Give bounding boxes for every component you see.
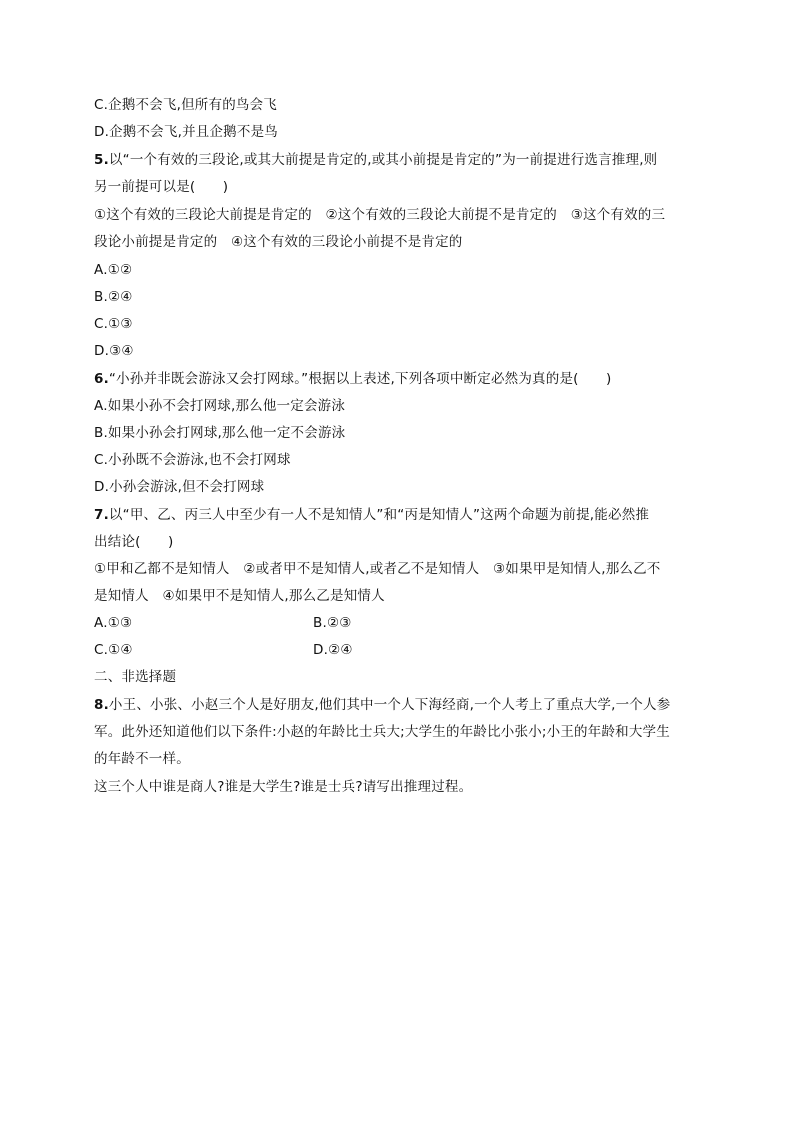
q7-option-d: D.②④ — [313, 642, 353, 658]
q5-option-b: B.②④ — [94, 289, 133, 305]
q7-number: 7. — [94, 507, 109, 523]
q8-line4: 这三个人中谁是商人?谁是大学生?谁是士兵?请写出推理过程。 — [94, 779, 473, 795]
q6-number: 6. — [94, 371, 109, 387]
q6-option-c: C.小孙既不会游泳,也不会打网球 — [94, 452, 291, 468]
q5-option-c: C.①③ — [94, 316, 133, 332]
q8-line1-text: 小王、小张、小赵三个人是好朋友,他们其中一个人下海经商,一个人考上了重点大学,一个人参 — [108, 697, 671, 713]
q8-line3: 的年龄不一样。 — [94, 751, 190, 767]
section-title-nonchoice: 二、非选择题 — [94, 669, 177, 685]
option-d-prev: D.企鹅不会飞,并且企鹅不是鸟 — [94, 124, 278, 140]
q5-statements-line1: ①这个有效的三段论大前提是肯定的 ②这个有效的三段论大前提不是肯定的 ③这个有效的三 — [94, 207, 666, 223]
q5-option-a: A.①② — [94, 262, 133, 278]
q7-stem-text: 以“甲、乙、丙三人中至少有一人不是知情人”和“丙是知情人”这两个命题为前提,能必然推 — [108, 507, 650, 523]
q8-line2: 军。此外还知道他们以下条件:小赵的年龄比士兵大;大学生的年龄比小张小;小王的年龄和大学生 — [94, 724, 670, 740]
q7-stem-line2: 出结论( ) — [94, 534, 174, 550]
q7-statements-line1: ①甲和乙都不是知情人 ②或者甲不是知情人,或者乙不是知情人 ③如果甲是知情人,那么乙不 — [94, 561, 661, 577]
q7-option-a: A.①③ — [94, 615, 133, 631]
q6-option-a: A.如果小孙不会打网球,那么他一定会游泳 — [94, 398, 346, 414]
q7-options-row1 — [94, 614, 394, 632]
q5-stem-line2: 另一前提可以是( ) — [94, 179, 229, 195]
q6-stem-text: “小孙并非既会游泳又会打网球。”根据以上表述,下列各项中断定必然为真的是( ) — [108, 371, 612, 387]
q7-options-row2 — [94, 641, 394, 659]
q6-option-d: D.小孙会游泳,但不会打网球 — [94, 479, 265, 495]
q8-line1 — [94, 696, 670, 714]
q6-option-b: B.如果小孙会打网球,那么他一定不会游泳 — [94, 425, 346, 441]
q5-option-d: D.③④ — [94, 343, 134, 359]
q7-option-c: C.①④ — [94, 642, 133, 658]
q7-statements-line2: 是知情人 ④如果甲不是知情人,那么乙是知情人 — [94, 588, 385, 604]
q8-number: 8. — [94, 697, 109, 713]
q5-stem-text: 以“一个有效的三段论,或其大前提是肯定的,或其小前提是肯定的”为一前提进行选言推理,则 — [108, 152, 658, 168]
q7-stem-line1 — [94, 506, 649, 524]
q7-option-b: B.②③ — [313, 615, 352, 631]
option-c-prev: C.企鹅不会飞,但所有的鸟会飞 — [94, 97, 278, 113]
q5-statements-line2: 段论小前提是肯定的 ④这个有效的三段论小前提不是肯定的 — [94, 234, 463, 250]
q5-stem-line1 — [94, 151, 657, 169]
q6-stem — [94, 370, 611, 388]
q5-number: 5. — [94, 152, 109, 168]
